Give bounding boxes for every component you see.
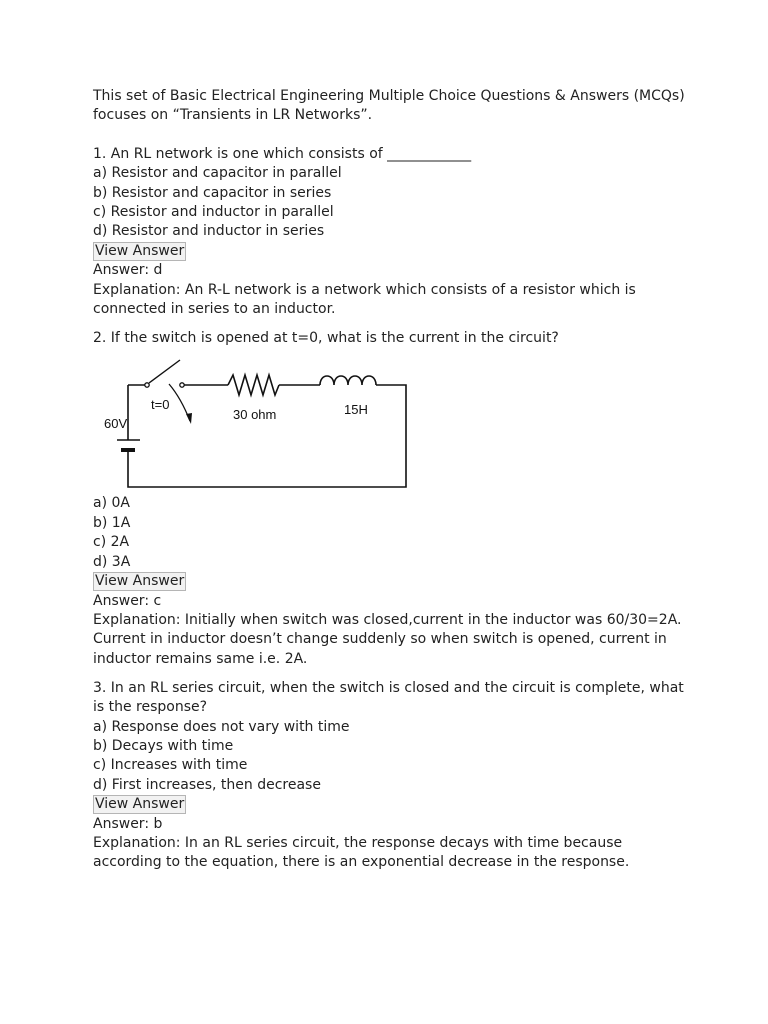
option-d: d) First increases, then decrease (93, 776, 321, 793)
intro-line: focuses on “Transients in LR Networks”. (93, 107, 373, 124)
option-a: a) Resistor and capacitor in parallel (93, 165, 342, 182)
question-text: is the response? (93, 699, 208, 716)
option-c: c) 2A (93, 534, 130, 551)
switch-arrowhead-icon (186, 413, 192, 424)
option-b: b) 1A (93, 514, 131, 531)
view-answer-button[interactable]: View Answer (95, 573, 185, 590)
view-answer-button[interactable]: View Answer (95, 242, 185, 259)
resistor-label: 30 ohm (233, 407, 277, 423)
answer-text: Answer: b (93, 815, 163, 832)
option-d: d) 3A (93, 553, 131, 570)
option-b: b) Resistor and capacitor in series (93, 184, 332, 201)
inductor-label: 15H (344, 402, 368, 418)
intro-line: This set of Basic Electrical Engineering Multiple Choice Questions & Answers (MCQs) (93, 88, 685, 104)
option-c: c) Increases with time (93, 757, 248, 774)
explanation-line: inductor remains same i.e. 2A. (93, 650, 308, 667)
switch-blade (149, 360, 180, 383)
option-d: d) Resistor and inductor in series (93, 223, 325, 240)
inductor-icon (320, 376, 376, 385)
answer-text: Answer: c (93, 592, 162, 609)
voltage-label: 60V (104, 416, 128, 432)
explanation-line: Current in inductor doesn’t change suddenly so when switch is opened, current in (93, 631, 667, 648)
resistor-icon (228, 375, 279, 395)
question-block-3 (93, 679, 693, 873)
option-a: a) 0A (93, 495, 130, 512)
view-answer-button[interactable]: View Answer (95, 796, 185, 813)
answer-text: Answer: d (93, 262, 163, 279)
switch-contact-icon (145, 383, 149, 387)
document-page (93, 87, 693, 873)
rl-circuit-diagram (93, 354, 413, 490)
switch-time-label: t=0 (151, 397, 170, 413)
explanation-line: connected in series to an inductor. (93, 301, 336, 318)
switch-contact-icon (180, 383, 184, 387)
explanation-line: Explanation: An R-L network is a network which consists of a resistor which is (93, 281, 636, 298)
question-text: 3. In an RL series circuit, when the switch is closed and the circuit is complete, what (93, 679, 684, 696)
question-text: 2. If the switch is opened at t=0, what is the current in the circuit? (93, 330, 559, 347)
option-a: a) Response does not vary with time (93, 718, 350, 735)
intro-paragraph (93, 87, 693, 126)
question-block-1 (93, 145, 693, 320)
explanation-line: Explanation: In an RL series circuit, the response decays with time because (93, 834, 623, 851)
explanation-line: according to the equation, there is an exponential decrease in the response. (93, 854, 630, 871)
option-b: b) Decays with time (93, 737, 234, 754)
option-c: c) Resistor and inductor in parallel (93, 204, 334, 221)
question-text: 1. An RL network is one which consists of ____________ (93, 145, 472, 162)
explanation-line: Explanation: Initially when switch was closed,current in the inductor was 60/30=2A. (93, 611, 682, 628)
circuit-wire (128, 385, 406, 487)
question-block-2 (93, 329, 693, 669)
